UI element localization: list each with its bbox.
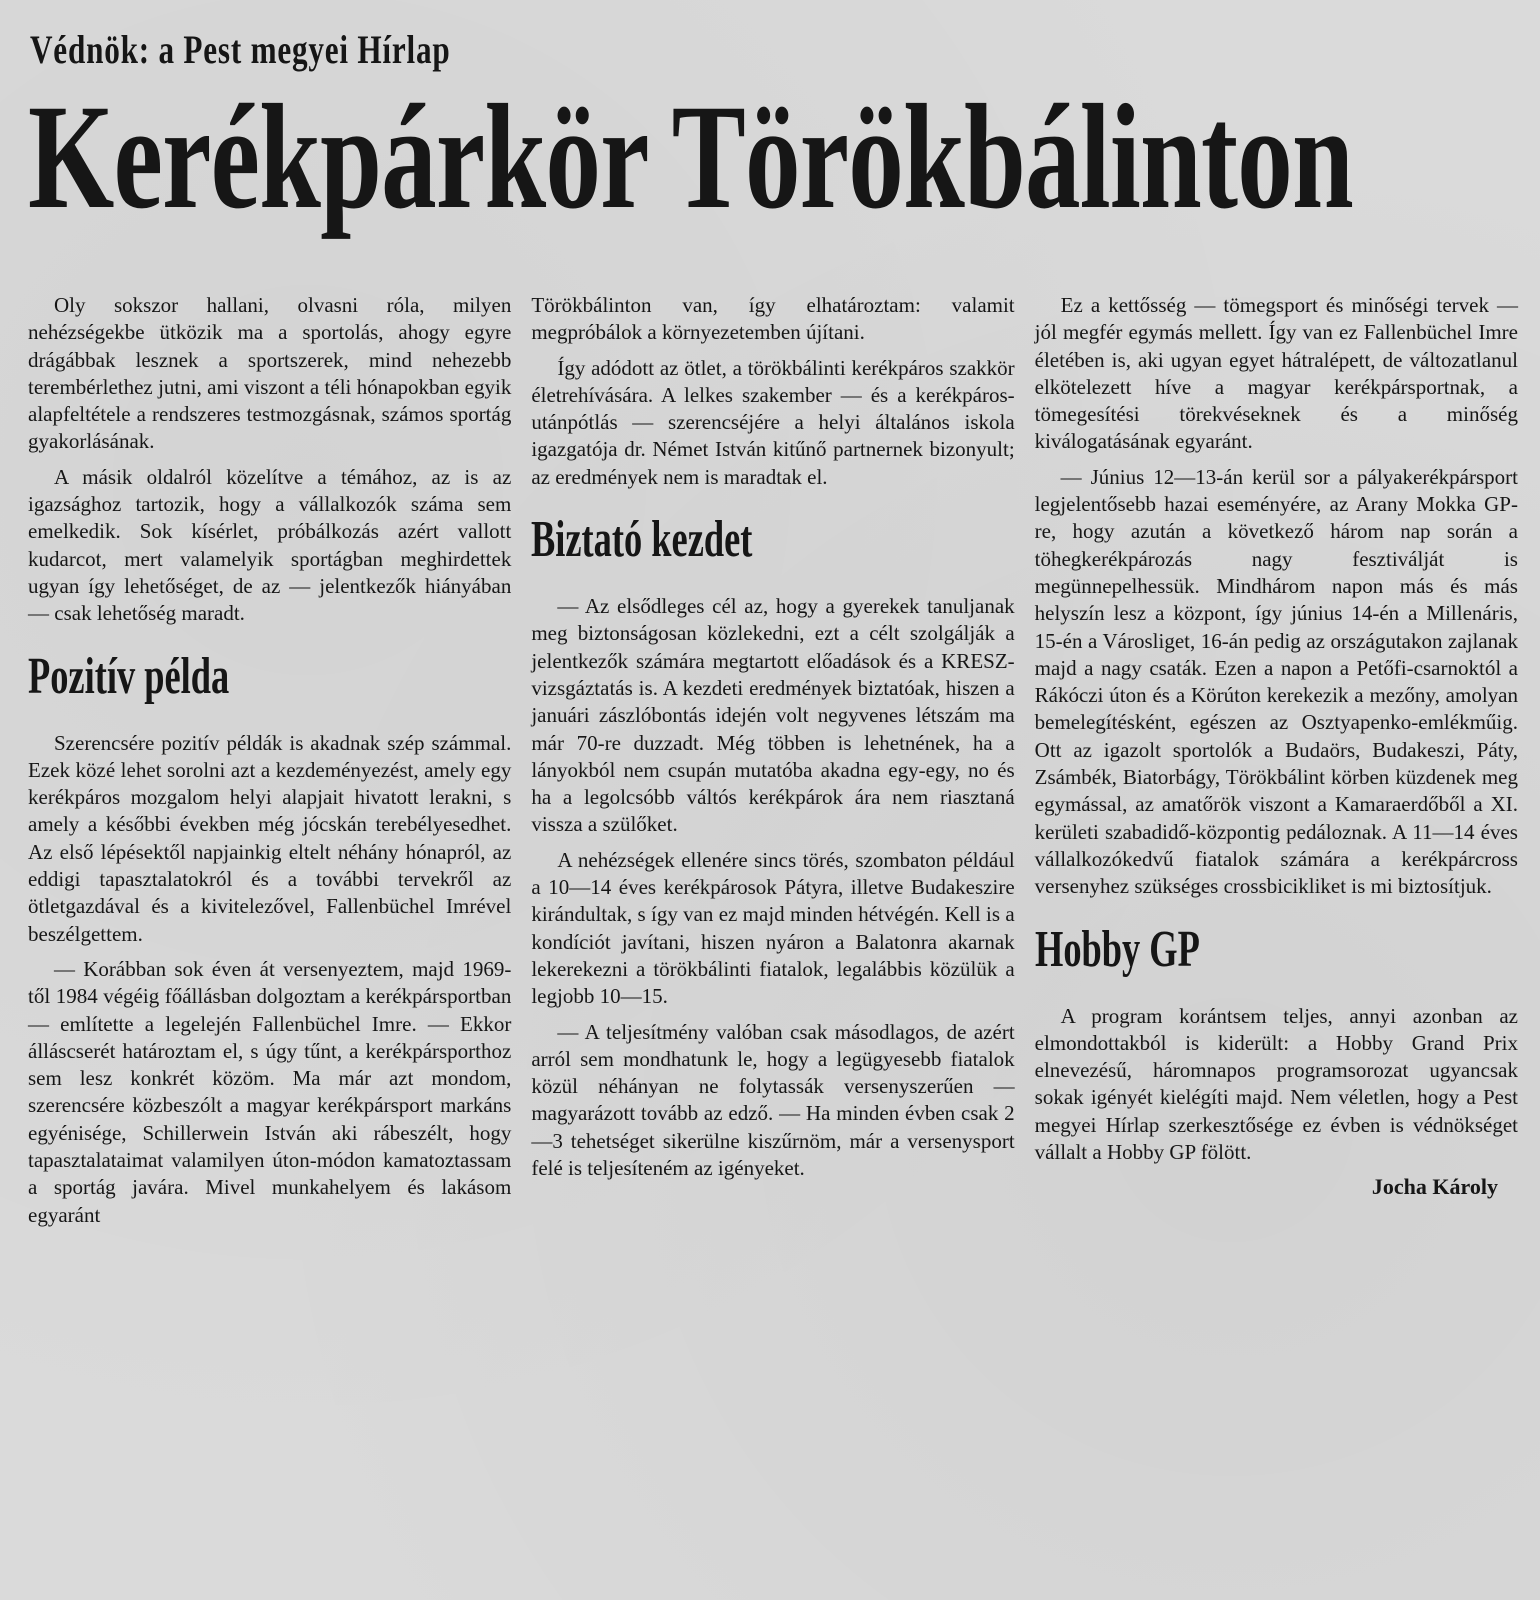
paragraph: A nehézségek ellenére sincs törés, szombaton például a 10—14 éves kerékpárosok Pátyra, illetve Budakeszire kirándultak, s így van ez majd minden hétvégén. Kell is a kondíciót javítani, hiszen nyáron a Balatonra akarnak lekerekezni a törökbálinti fiatalok, legalábbis közülük a legjobb 10—15. (531, 847, 1015, 1009)
byline: Jocha Károly (1371, 1174, 1498, 1200)
paragraph: Törökbálinton van, így elhatároztam: valamit megpróbálok a környezetemben újítani. (531, 293, 1015, 345)
paragraph: Oly sokszor hallani, olvasni róla, milyen nehézségekbe ütközik ma a sportolás, ahogy egyre drágábbak lesznek a sportszerek, mind nehezebb terembérlethez jutni, ami viszont a téli hónapokban egyik alapfeltétele a rendszeres testmozgásnak, számos sportág gyakorlásának. (28, 293, 512, 454)
article-body (28, 292, 1518, 1237)
headline: Kerékpárkör Törökbálinton (28, 74, 1353, 240)
paragraph: — A teljesítmény valóban csak másodlagos, de azért arról sem mondhatunk le, hogy a legügyesebb fiatalok közül néhányan ne folytassák versenyszerűen — magyarázott tovább az edző. — Ha minden évben csak 2—3 tehetséget sikerülne kiszűrnöm, már a versenysport felé is teljesíteném az igényeket. (531, 1019, 1015, 1181)
column-1 (28, 292, 511, 1237)
paragraph: — Az elsődleges cél az, hogy a gyerekek tanuljanak meg biztonságosan közlekedni, ezt a célt szolgálják a jelentkezők számára megtartott előadások és a KRESZ-vizsgáztatás is. A kezdeti eredmények biztatóak, hiszen a januári zászlóbontás idején volt negyvenes létszám ma már 70-re duzzadt. Még többen is lehetnének, ha a lányokból nem csupán mutatóba akadna egy-egy, no és ha a legolcsóbb váltós kerékpárok ára nem riasztaná vissza a szülőket. (531, 594, 1015, 837)
subheading: Hobby GP (1034, 920, 1200, 978)
paragraph: Ez a kettősség — tömegsport és minőségi tervek — jól megfér egymás mellett. Így van ez Fallenbüchel Imre életében is, aki ugyan egyet hátralépett, de változatlanul elkötelezett híve a magyar kerékpársportnak, a tömegesítési törekvéseknek és a minőség kiválogatásának egyaránt. (1034, 293, 1518, 454)
paragraph: — Június 12—13-án kerül sor a pályakerékpársport legjelentősebb hazai eseményére, az Arany Mokka GP-re, hogy azután a következő három nap során a töhegkerékpározás nagy fesztiválját is megünnepelhessük. Mindhárom napon más és más helyszín lesz a központ, így június 14-én a Millenáris, 15-én a Városliget, 16-án pedig az országutakon zajlanak majd a nagy csaták. Ezen a napon a Petőfi-csarnoktól a Rákóczi úton és a Körúton kerekezik a mezőny, amolyan bemelegítésként, egészen az Osztyapenko-emlékműig. Ott az igazolt sportolók a Budaörs, Budakeszi, Páty, Zsámbék, Biatorbágy, Törökbálint körben küzdenek meg egymással, az amatőrök viszont a Kamaraerdőből a XI. kerületi szabadidő-központig pedáloznak. A 11—14 éves vállalkozókedvű fiatalok számára a kerékpárcross versenyhez szükséges crossbicikliket is mi biztosítjuk. (1034, 464, 1518, 899)
column-3 (1035, 292, 1518, 1237)
paragraph: A program korántsem teljes, annyi azonban az elmondottakból is kiderült: a Hobby Grand Prix elnevezésű, háromnapos programsorozat ugyancsak sokak igényét kielégíti majd. Nem véletlen, hogy a Pest megyei Hírlap szerkesztősége ez évben is védnökséget vállalt a Hobby GP fölött. (1034, 1003, 1518, 1165)
subheading: Biztató kezdet (531, 511, 753, 569)
paragraph: Szerencsére pozitív példák is akadnak szép számmal. Ezek közé lehet sorolni azt a kezdeményezést, amely egy kerékpáros mozgalom helyi alapjait hivatott lerakni, s amely a későbbi években még jócskán terebélyesedhet. Az első lépésektől napjainkig eltelt néhány hónapról, az eddigi tapasztalatokról és a további tervekről az ötletgazdával és a kivitelezővel, Fallenbüchel Imrével beszélgettem. (28, 730, 512, 946)
column-2 (531, 292, 1014, 1237)
paragraph: A másik oldalról közelítve a témához, az is az igazsághoz tartozik, hogy a vállalkozók száma sem emelkedik. Sok kísérlet, próbálkozás azért vallott kudarcot, mert valamelyik sportágban meghirdettek ugyan így lehetőséget, de az — jelentkezők hiányában — csak lehetőség maradt. (28, 464, 512, 626)
paragraph: Így adódott az ötlet, a törökbálinti kerékpáros szakkör életrehívására. A lelkes szakember — és a kerékpáros-utánpótlás — szerencséjére a helyi általános iskola igazgatója dr. Német István kitűnő partnernek bizonyult; az eredmények nem is maradtak el. (531, 355, 1015, 489)
paragraph: — Korábban sok éven át versenyeztem, majd 1969-től 1984 végéig főállásban dolgoztam a kerékpársportban — említette a legelején Fallenbüchel Imre. — Ekkor álláscserét határoztam el, s úgy tűnt, a kerékpársporthoz sem lesz konkrét közöm. Ma már azt mondom, szerencsére közbeszólt a magyar kerékpársport markáns egyénisége, Schillerwein István aki rábeszélt, hogy tapasztalataimat valamilyen úton-módon kamatoztassam a sportág javára. Mivel munkahelyem és lakásom egyaránt (28, 956, 512, 1227)
subheading: Pozitív példa (28, 647, 230, 705)
kicker: Védnök: a Pest megyei Hírlap (30, 27, 451, 72)
